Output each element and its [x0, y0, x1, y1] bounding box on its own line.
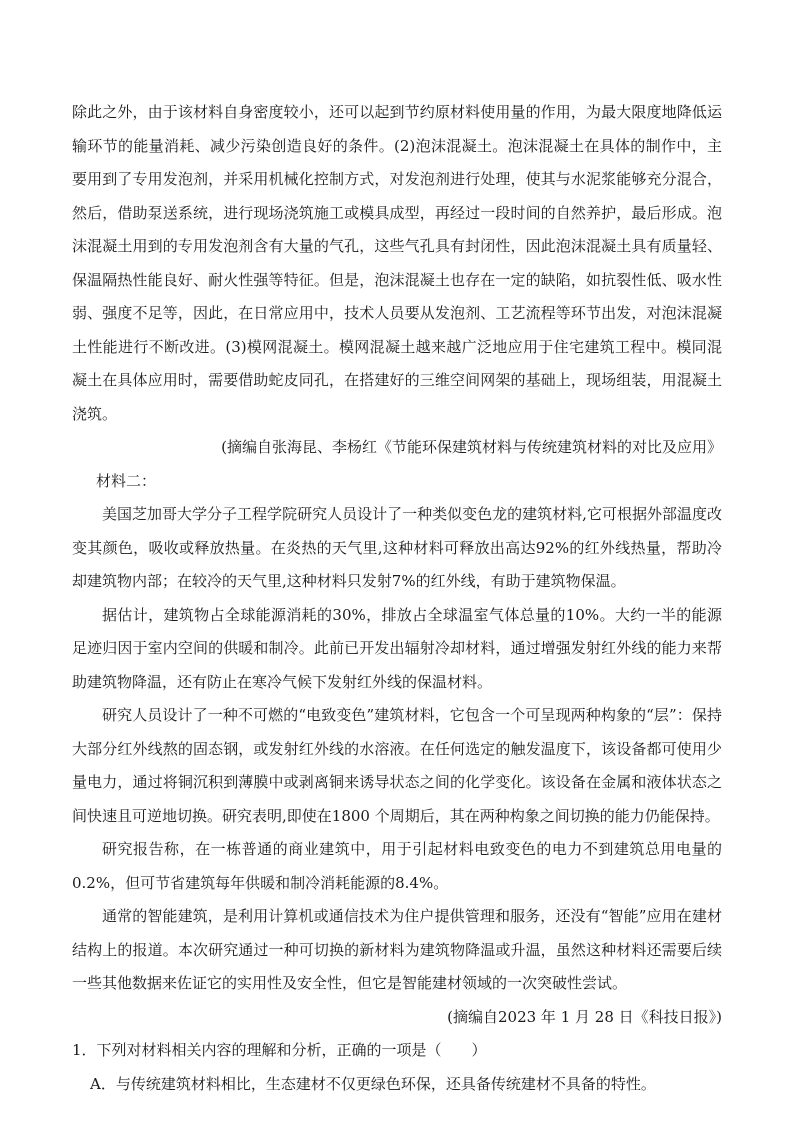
material2-paragraph-5: 通常的智能建筑，是利用计算机或通信技术为住户提供管理和服务，还没有“智能”应用在建材结构上的报道。本次研究通过一种可切换的新材料为建筑物降温或升温，虽然这种材料还需要后续一些其他数据来佐证它的实用性及安全性，但它是智能建材领域的一次突破性尝试。	[72, 907, 722, 992]
question-1-option-a: A．与传统建筑材料相比，生态建材不仅更绿色环保，还具备传统建材不具备的特性。	[90, 1074, 656, 1093]
material1-paragraph: 除此之外，由于该材料自身密度较小，还可以起到节约原材料使用量的作用，为最大限度地降低运输环节的能量消耗、减少污染创造良好的条件。(2)泡沫混凝土。泡沫混凝土在具体的制作中，主要用到了专用发泡剂，并采用机械化控制方式，对发泡剂进行处理，使其与水泥浆能够充分混合，然后，借助泵送系统，进行现场浇筑施工或模具成型，再经过一段时间的自然养护，最后形成。泡沫混凝土用到的专用发泡剂含有大量的气孔，这些气孔具有封闭性，因此泡沫混凝土具有质量轻、保温隔热性能良好、耐火性强等特征。但是，泡沫混凝土也存在一定的缺陷，如抗裂性低、吸水性弱、强度不足等，因此，在日常应用中，技术人员要从发泡剂、工艺流程等环节出发，对泡沫混凝土性能进行不断改进。(3)模网混凝土。模网混凝土越来越广泛地应用于住宅建筑工程中。模同混凝土在具体应用时，需要借助蛇皮同孔，在搭建好的三维空间网架的基础上，现场组装，用混凝土浇筑。	[72, 103, 722, 423]
material1-source: (摘编自张海昆、李杨红《节能环保建筑材料与传统建筑材料的对比及应用》	[221, 438, 722, 456]
material2-source: (摘编自2023 年 1 月 28 日《科技日报》)	[447, 1007, 722, 1026]
material2-paragraph-1: 美国芝加哥大学分子工程学院研究人员设计了一种类似变色龙的建筑材料,它可根据外部温度改变其颜色，吸收或释放热量。在炎热的天气里,这种材料可释放出高达92%的红外线热量，帮助冷却建筑物内部；在较冷的天气里,这种材料只发射7%的红外线，有助于建筑物保温。	[72, 505, 722, 590]
material2-paragraph-2: 据估计，建筑物占全球能源消耗的30%，排放占全球温室气体总量的10%。大约一半的能源足迹归因于室内空间的供暖和制冷。此前已开发出辐射冷却材料，通过增强发射红外线的能力来帮助建筑物降温，还有防止在寒冷气候下发射红外线的保温材料。	[72, 605, 722, 691]
question-1-stem: 1．下列对材料相关内容的理解和分析，正确的一项是（ ）	[72, 1041, 487, 1059]
material2-paragraph-3: 研究人员设计了一种不可燃的“电致变色”建筑材料，它包含一个可呈现两种构象的“层”：保持大部分红外线熬的固态钢，或发射红外线的水溶液。在任何选定的触发温度下，该设备都可使用少量电力，通过将铜沉积到薄膜中或剥离铜来诱导状态之间的化学变化。该设备在金属和液体状态之间快速且可逆地切换。研究表明,即使在1800 个周期后，其在两种构象之间切换的能力仍能保持。	[72, 706, 722, 825]
document-page	[72, 96, 722, 1101]
material2-paragraph-4: 研究报告称，在一栋普通的商业建筑中，用于引起材料电致变色的电力不到建筑总用电量的0.2%，但可节省建筑每年供暖和制冷消耗能源的8.4%。	[72, 840, 722, 892]
material2-label: 材料二：	[96, 471, 157, 490]
